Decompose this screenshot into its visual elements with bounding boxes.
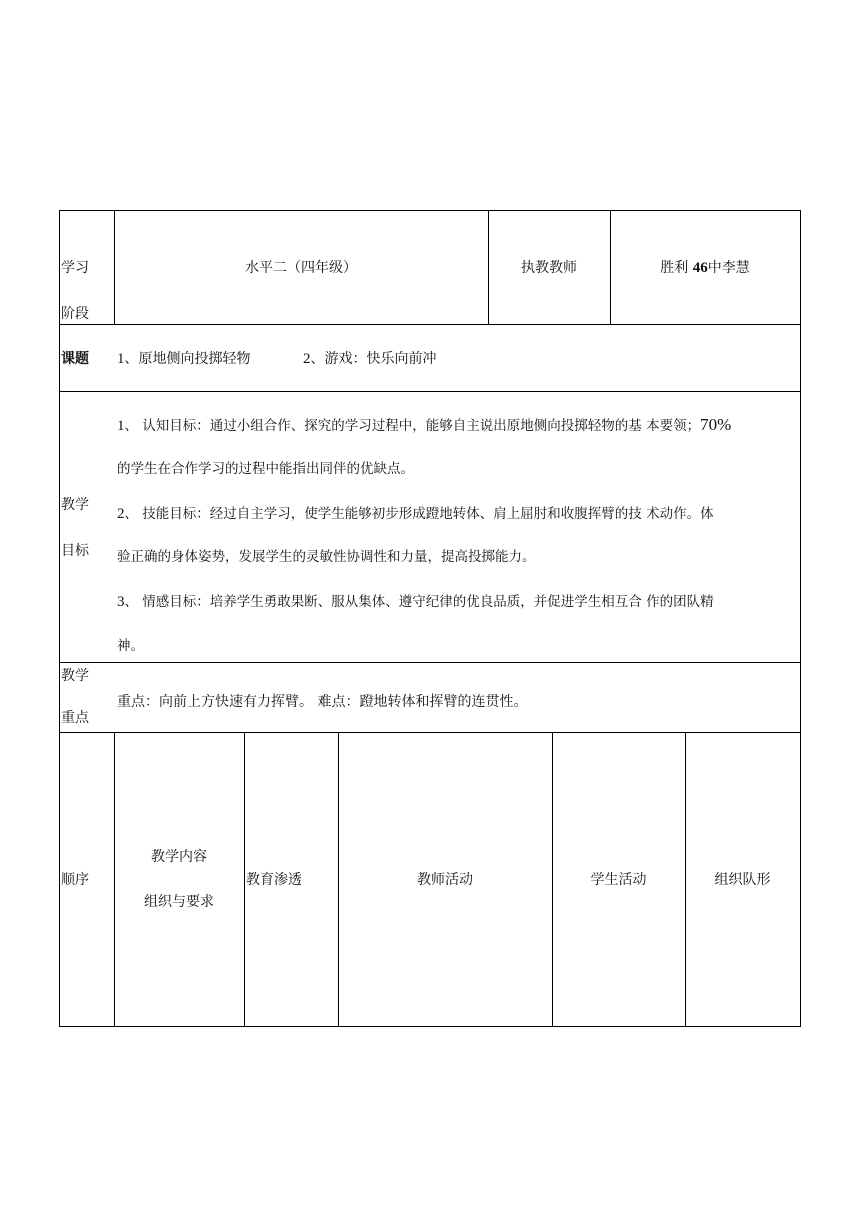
stage-label-line2: 阶段 <box>61 306 89 322</box>
topic-item-1-number: 1 <box>117 351 125 367</box>
goals-label-line2: 目标 <box>61 543 89 559</box>
topic-item-1 <box>117 351 251 367</box>
keypoints-label-line2: 重点 <box>61 710 89 726</box>
topic-item-2-text: 、游戏：快乐向前冲 <box>310 351 437 367</box>
table-border-left <box>59 210 60 1027</box>
goal-2-line-1 <box>117 506 714 522</box>
table-border-bottom <box>59 1026 801 1027</box>
goal-1-line-2: 的学生在合作学习的过程中能指出同伴的优缺点。 <box>117 461 414 477</box>
table-divider <box>244 732 245 1027</box>
table-divider <box>59 324 801 325</box>
goal-1-text: 、 认知目标：通过小组合作、探究的学习过程中，能够自主说出原地侧向投掷轻物的基 本要领； <box>124 418 701 434</box>
topic-item-2-number: 2 <box>303 351 311 367</box>
goal-3-text: 、 情感目标：培养学生勇敢果断、服从集体、遵守纪律的优良品质，并促进学生相互合 作的团队精 <box>124 594 714 610</box>
column-content-line2: 组织与要求 <box>144 894 214 910</box>
keypoints-label-line1: 教学 <box>61 668 89 684</box>
table-divider <box>114 732 115 1027</box>
teacher-value <box>610 260 800 276</box>
table-divider <box>59 391 801 392</box>
column-content-line1: 教学内容 <box>151 849 207 865</box>
stage-value: 水平二（四年级） <box>245 260 357 276</box>
goal-3-number: 3 <box>117 594 125 610</box>
goal-2-text: 、 技能目标：经过自主学习，使学生能够初步形成蹬地转体、肩上屈肘和收腹挥臂的技 术动作。体 <box>124 506 714 522</box>
teacher-label: 执教教师 <box>521 260 577 276</box>
stage-label-line1: 学习 <box>61 260 89 276</box>
column-order: 顺序 <box>61 872 89 888</box>
teacher-value-number: 46 <box>692 260 708 276</box>
teacher-value-suffix: 中李慧 <box>707 260 750 276</box>
teacher-value-prefix: 胜利 <box>660 260 689 276</box>
topic-label: 课题 <box>61 351 89 367</box>
table-divider <box>59 662 801 663</box>
goal-2-number: 2 <box>117 506 125 522</box>
column-formation: 组织队形 <box>714 872 771 888</box>
table-border-right <box>800 210 801 1027</box>
topic-item-2 <box>303 351 437 367</box>
goal-2-line-2: 验正确的身体姿势，发展学生的灵敏性协调性和力量，提高投掷能力。 <box>117 549 536 565</box>
topic-item-1-text: 、原地侧向投掷轻物 <box>124 351 251 367</box>
column-education: 教育渗透 <box>246 872 302 888</box>
goals-label-line1: 教学 <box>61 497 89 513</box>
keypoints-text: 重点：向前上方快速有力挥臂。 难点：蹬地转体和挥臂的连贯性。 <box>117 694 528 710</box>
table-border-top <box>59 210 801 211</box>
column-student-activity: 学生活动 <box>590 872 647 888</box>
goal-1-percent: 70% <box>700 415 732 434</box>
goal-1-number: 1 <box>117 418 125 434</box>
goal-3-line-1 <box>117 594 714 610</box>
goal-3-line-2: 神。 <box>117 638 144 654</box>
column-teacher-activity: 教师活动 <box>417 872 473 888</box>
table-divider <box>59 732 801 733</box>
goal-1-line-1 <box>117 417 731 434</box>
